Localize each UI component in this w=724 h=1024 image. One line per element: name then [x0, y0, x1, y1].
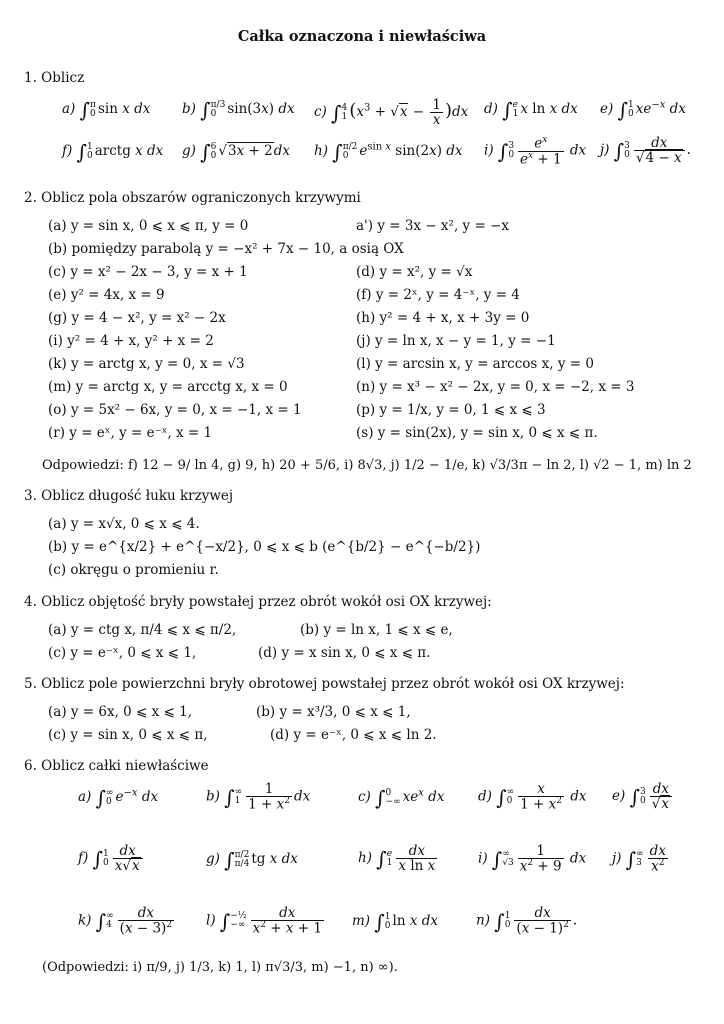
area-item-r: (r) y = eˣ, y = e⁻ˣ, x = 1	[48, 425, 213, 441]
section-5-heading: 5. Oblicz pole powierzchni bryły obrotowej powstałej przez obrót wokół osi OX krzywej:	[24, 676, 625, 692]
item-label: i)	[484, 142, 494, 159]
item-label: d)	[478, 788, 492, 805]
item-label: b)	[206, 788, 220, 805]
improper-integral-n: n) ∫ 1 0 $\frac{dx}{(x - 1)^2}$ .	[476, 905, 578, 937]
item-label: e)	[612, 788, 626, 805]
volume-item-a: (a) y = ctg x, π/4 ⩽ x ⩽ π/2,	[48, 622, 237, 638]
improper-integral-b: b) ∫ ∞ 1 $\frac{1}{1 + x^2}$ dx	[206, 781, 311, 813]
integral-1c: c) ∫ 4 1 ($x^3 + √x$ − $\frac{1}{x}$ )dx	[314, 97, 469, 129]
item-label: b)	[182, 101, 196, 117]
improper-integral-j: j) ∫ ∞ 3 $\frac{dx}{x^2}$	[612, 843, 666, 875]
surface-item-d: (d) y = e⁻ˣ, 0 ⩽ x ⩽ ln 2.	[270, 727, 437, 743]
integral-1b: b) ∫ π/3 0 sin(3x) dx	[182, 98, 295, 122]
section-6-heading: 6. Oblicz całki niewłaściwe	[24, 758, 209, 774]
improper-integral-g: g) ∫ π/2 π/4 tg x dx	[206, 848, 298, 872]
area-item-j: (j) y = ln x, x − y = 1, y = −1	[356, 333, 556, 349]
surface-item-c: (c) y = sin x, 0 ⩽ x ⩽ π,	[48, 727, 208, 743]
item-label: l)	[206, 912, 216, 929]
item-label: m)	[352, 913, 371, 929]
item-label: g)	[206, 851, 220, 867]
volume-item-d: (d) y = x sin x, 0 ⩽ x ⩽ π.	[258, 645, 431, 661]
area-item-n: (n) y = x³ − x² − 2x, y = 0, x = −2, x = 3	[356, 379, 635, 395]
arc-length-problems	[48, 516, 480, 585]
improper-integral-m: m) ∫ 1 0 ln x dx	[352, 910, 439, 934]
improper-integral-f: f) ∫ 1 0 $\frac{dx}{x√x}$	[78, 844, 145, 873]
integral-1g: g) ∫ 6 0 √3x + 2dx	[182, 140, 290, 164]
surface-item-a: (a) y = 6x, 0 ⩽ x ⩽ 1,	[48, 704, 193, 720]
item-label: a)	[62, 101, 76, 117]
item-label: f)	[78, 850, 89, 867]
integral-1i: i) ∫ 3 0 $\frac{e^x}{e^x + 1}$ dx	[484, 135, 587, 168]
arc-item-a: (a) y = x√x, 0 ⩽ x ⩽ 4.	[48, 516, 200, 532]
surface-item-b: (b) y = x³/3, 0 ⩽ x ⩽ 1,	[256, 704, 411, 720]
improper-integral-l: l) ∫ −½ −∞ $\frac{dx}{x^2 + x + 1}$	[206, 905, 322, 937]
area-item-d: (d) y = x², y = √x	[356, 264, 473, 280]
item-label: i)	[478, 850, 488, 867]
item-label: c)	[314, 104, 327, 121]
item-label: j)	[612, 850, 622, 867]
page-title: Całka oznaczona i niewłaściwa	[237, 28, 487, 45]
item-label: j)	[600, 142, 610, 159]
arc-item-c: (c) okręgu o promieniu r.	[48, 562, 219, 578]
area-item-m: (m) y = arctg x, y = arcctg x, x = 0	[48, 379, 288, 395]
area-item-o: (o) y = 5x² − 6x, y = 0, x = −1, x = 1	[48, 402, 302, 418]
item-label: d)	[484, 101, 498, 117]
volume-item-c: (c) y = e⁻ˣ, 0 ⩽ x ⩽ 1,	[48, 645, 197, 661]
area-problems-left	[48, 218, 404, 448]
area-item-l: (l) y = arcsin x, y = arccos x, y = 0	[356, 356, 594, 372]
area-item-s: (s) y = sin(2x), y = sin x, 0 ⩽ x ⩽ π.	[356, 425, 598, 441]
item-label: g)	[182, 143, 196, 159]
improper-integral-e: e) ∫ 3 0 $\frac{dx}{√x}$	[612, 782, 674, 811]
area-item-c: (c) y = x² − 2x − 3, y = x + 1	[48, 264, 248, 280]
area-item-a-prime: a') y = 3x − x², y = −x	[356, 218, 509, 234]
area-item-a: (a) y = sin x, 0 ⩽ x ⩽ π, y = 0	[48, 218, 249, 234]
integral-1f: f) ∫ 1 0 arctg x dx	[62, 140, 164, 164]
area-item-i: (i) y² = 4 + x, y² + x = 2	[48, 333, 214, 349]
item-label: n)	[476, 912, 490, 929]
item-label: h)	[314, 143, 328, 159]
area-item-h: (h) y² = 4 + x, x + 3y = 0	[356, 310, 530, 326]
item-label: e)	[600, 101, 614, 117]
area-item-f: (f) y = 2ˣ, y = 4⁻ˣ, y = 4	[356, 287, 520, 303]
integral-1h: h) ∫ π/2 0 $e^{sin x}$ sin(2x) dx	[314, 140, 463, 164]
volume-item-b: (b) y = ln x, 1 ⩽ x ⩽ e,	[300, 622, 453, 638]
section-6-answers: (Odpowiedzi: i) π/9, j) 1/3, k) 1, l) π√3/3, m) −1, n) ∞).	[42, 960, 398, 975]
integral-1d: d) ∫ e 1 x ln x dx	[484, 98, 578, 122]
improper-integral-d: d) ∫ ∞ 0 $\frac{x}{1 + x^2}$ dx	[478, 781, 587, 813]
item-label: h)	[358, 850, 372, 867]
item-label: k)	[78, 912, 92, 929]
area-item-spacer	[356, 241, 634, 264]
integral-1j: j) ∫ 3 0 $\frac{dx}{√4 - x}$ .	[600, 135, 691, 167]
item-label: f)	[62, 143, 73, 159]
section-3-heading: 3. Oblicz długość łuku krzywej	[24, 488, 234, 504]
area-problems-right	[356, 218, 634, 448]
improper-integral-h: h) ∫ e 1 $\frac{dx}{\text{x ln x}}$	[358, 843, 436, 875]
section-4-heading: 4. Oblicz objętość bryły powstałej przez obrót wokół osi OX krzywej:	[24, 594, 492, 610]
integral-1a: a) ∫ π 0 sin x dx	[62, 98, 151, 122]
section-2-heading: 2. Oblicz pola obszarów ograniczonych krzywymi	[24, 190, 361, 206]
improper-integral-c: c) ∫ 0 −∞ $xe^x$ dx	[358, 786, 445, 810]
area-item-k: (k) y = arctg x, y = 0, x = √3	[48, 356, 245, 372]
section-1-heading: 1. Oblicz	[24, 70, 85, 86]
improper-integral-i: i) ∫ ∞ √3 $\frac{1}{x^2 + 9}$ dx	[478, 843, 587, 875]
area-item-e: (e) y² = 4x, x = 9	[48, 287, 165, 303]
improper-integral-a: a) ∫ ∞ 0 $e^{-x}$ dx	[78, 786, 159, 810]
improper-integral-k: k) ∫ ∞ 4 $\frac{dx}{(x - 3)^2}$	[78, 905, 173, 937]
item-label: c)	[358, 789, 371, 805]
section-2-answers: Odpowiedzi: f) 12 − 9/ ln 4, g) 9, h) 20 + 5/6, i) 8√3, j) 1/2 − 1/e, k) √3/3π − ln 2, l) √2 − 1, m) ln 2	[42, 458, 692, 473]
item-label: a)	[78, 789, 92, 805]
area-item-b: (b) pomiędzy parabolą y = −x² + 7x − 10, a osią OX	[48, 241, 404, 257]
area-item-p: (p) y = 1/x, y = 0, 1 ⩽ x ⩽ 3	[356, 402, 546, 418]
area-item-g: (g) y = 4 − x², y = x² − 2x	[48, 310, 226, 326]
arc-item-b: (b) y = e^{x/2} + e^{−x/2}, 0 ⩽ x ⩽ b (e^{b/2} − e^{−b/2})	[48, 539, 481, 555]
integral-1e: e) ∫ 1 0 $xe^{-x}$ dx	[600, 98, 686, 122]
